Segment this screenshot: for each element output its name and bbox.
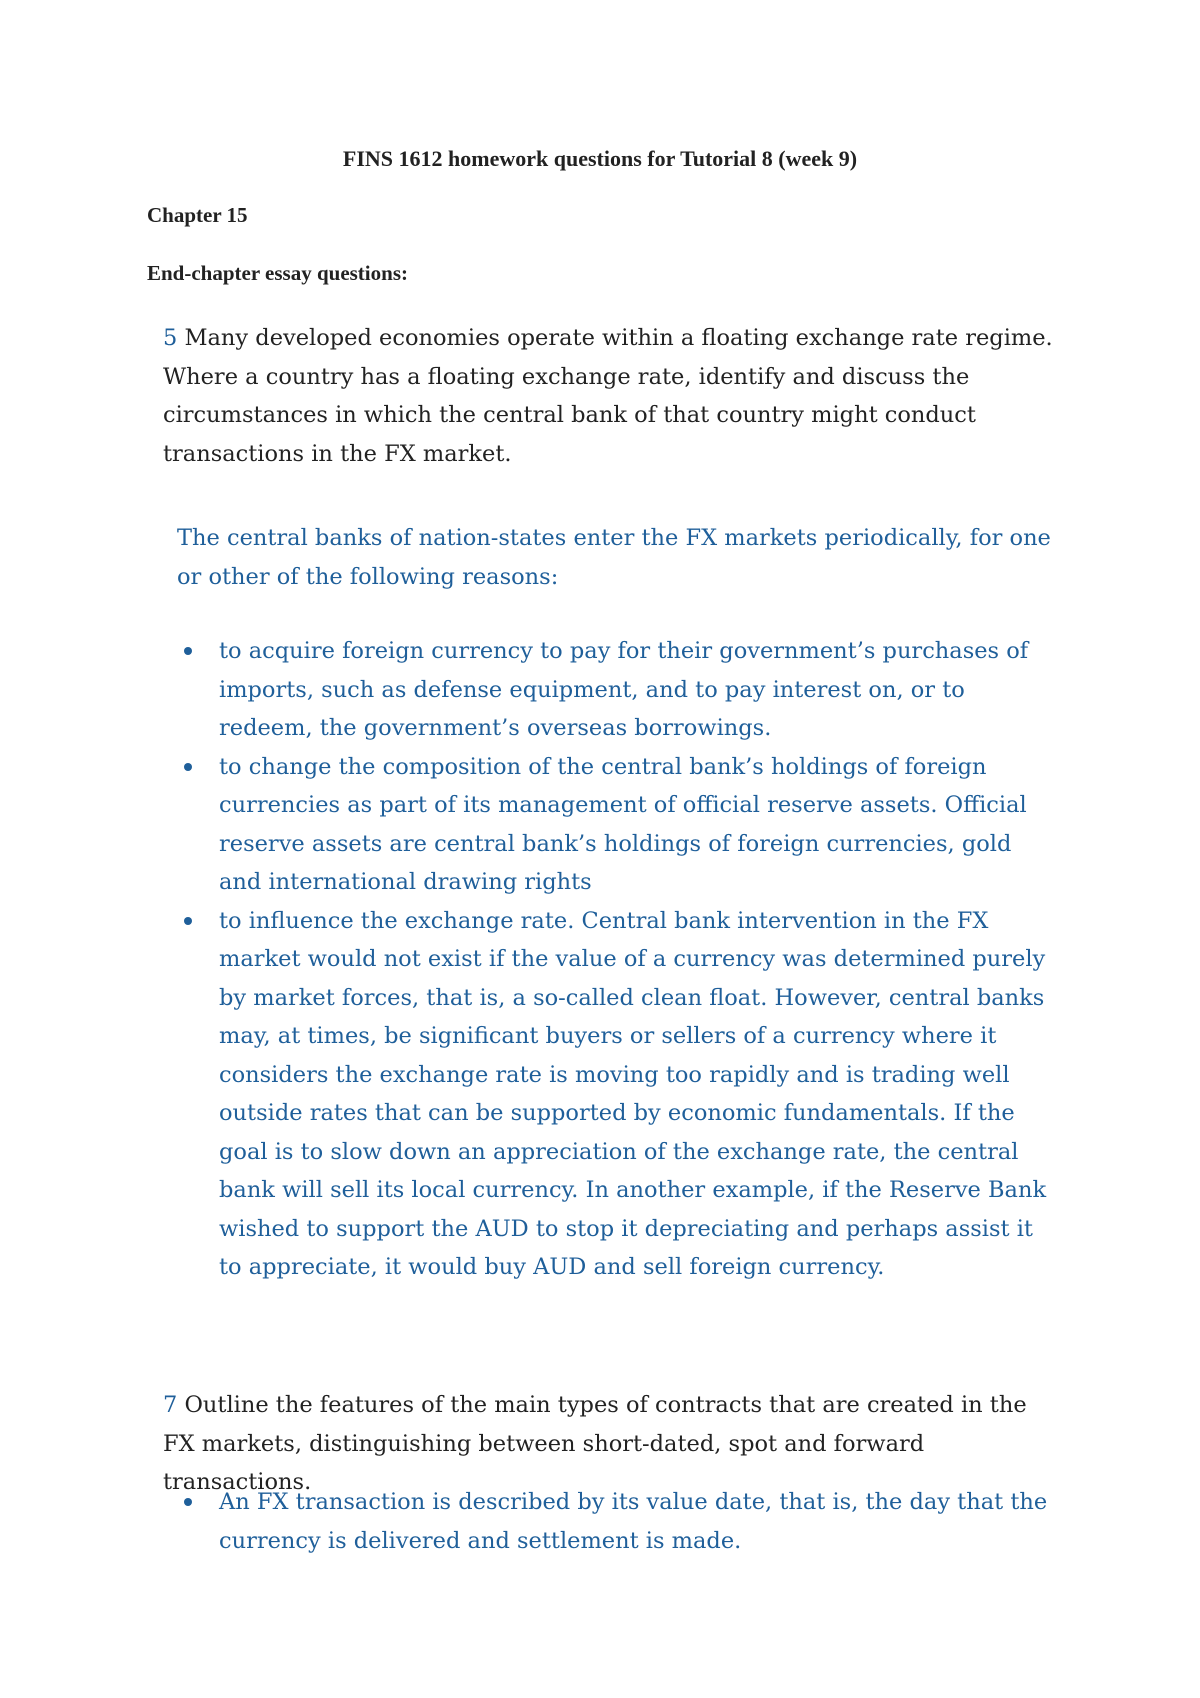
list-item: An FX transaction is described by its value date, that is, the day that the currency is delivered and settlement is made.: [219, 1483, 1059, 1560]
answer-bullet-list: [219, 632, 1059, 1287]
bullet-icon: [184, 763, 192, 771]
document-title: FINS 1612 homework questions for Tutorial 8 (week 9): [342, 146, 858, 171]
bullet-icon: [184, 917, 192, 925]
answer-bullet-list: [219, 1483, 1059, 1560]
list-item: to influence the exchange rate. Central bank intervention in the FX market would not exist if the value of a currency was determined purely by market forces, that is, a so-called clean float. However, central banks may, at times, be significant buyers or sellers of a currency where it considers the exchange rate is moving too rapidly and is trading well outside rates that can be supported by economic fundamentals. If the goal is to slow down an appreciation of the exchange rate, the central bank will sell its local currency. In another example, if the Reserve Bank wished to support the AUD to stop it depreciating and perhaps assist it to appreciate, it would buy AUD and sell foreign currency.: [219, 902, 1059, 1287]
question-5: [163, 319, 1063, 473]
list-item: to change the composition of the central bank’s holdings of foreign currencies as part of its management of official reserve assets. Official reserve assets are central bank’s holdings of foreign currencies, gold and international drawing rights: [219, 748, 1059, 902]
question-number: 5: [163, 325, 178, 351]
answer-intro: The central banks of nation-states enter the FX markets periodically, for one or other of the following reasons:: [177, 525, 1051, 590]
question-text: Outline the features of the main types of contracts that are created in the FX markets, distinguishing between short-dated, spot and forward transactions.: [163, 1392, 1027, 1495]
bullet-icon: [184, 647, 192, 655]
list-item: to acquire foreign currency to pay for their government’s purchases of imports, such as defense equipment, and to pay interest on, or to redeem, the government’s overseas borrowings.: [219, 632, 1059, 748]
chapter-heading: Chapter 15: [147, 203, 248, 227]
question-text: Many developed economies operate within a floating exchange rate regime. Where a country has a floating exchange rate, identify and discuss the circumstances in which the central bank of that country might conduct transactions in the FX market.: [163, 325, 1053, 467]
bullet-icon: [184, 1498, 192, 1506]
question-number: 7: [163, 1392, 178, 1418]
section-heading: End-chapter essay questions:: [147, 261, 408, 285]
